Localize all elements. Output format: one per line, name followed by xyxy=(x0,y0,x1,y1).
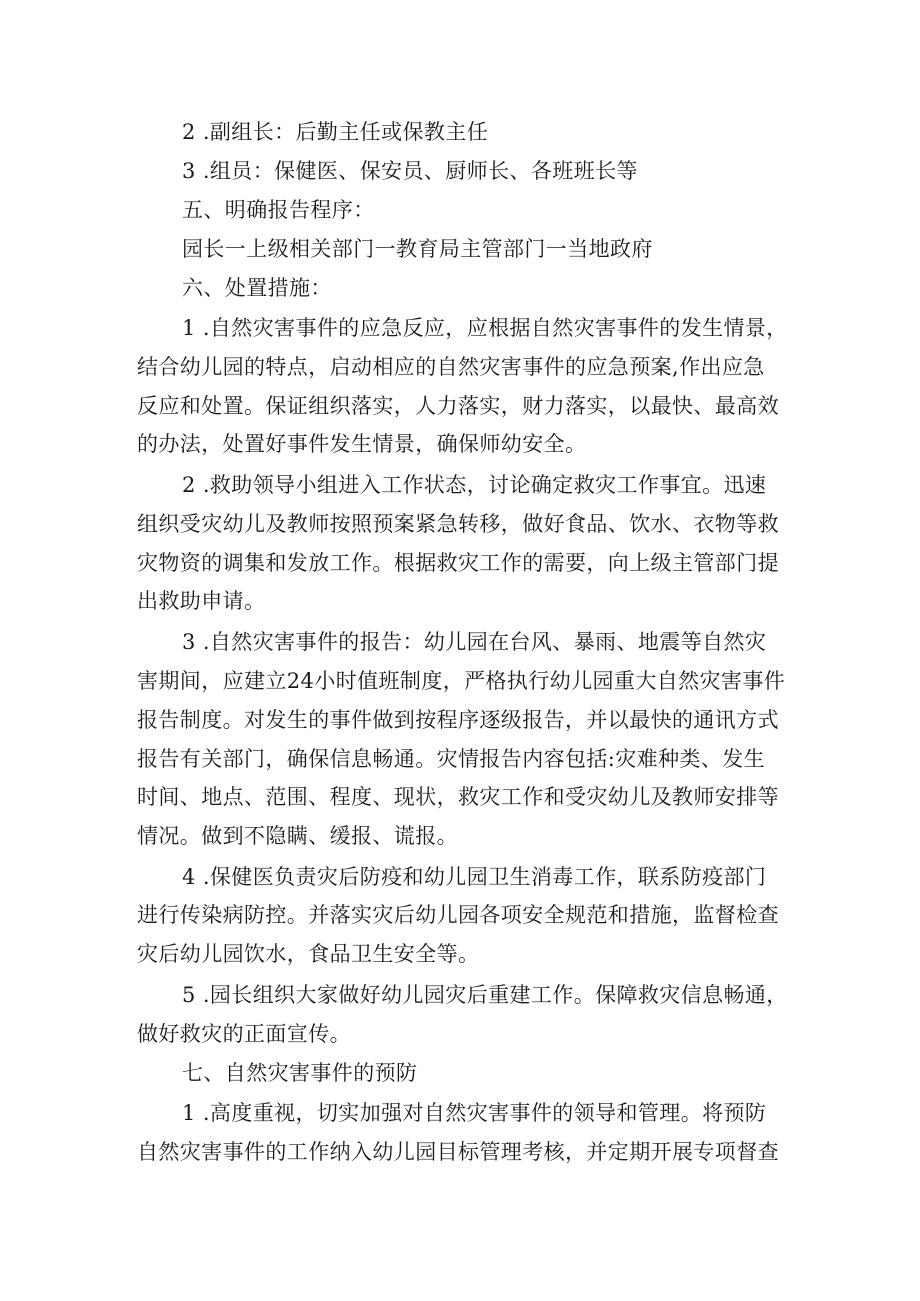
section-heading: 六、处置措施： xyxy=(182,276,332,300)
text-line: 3 .自然灾害事件的报告：幼儿园在台风、暴雨、地震等自然灾 xyxy=(182,630,767,654)
text-line: 2 .救助领导小组进入工作状态，讨论确定救灾工作事宜。迅速 xyxy=(182,473,767,497)
text-line: 3 .组员：保健医、保安员、厨师长、各班班长等 xyxy=(182,159,638,183)
text-line: 1 .高度重视，切实加强对自然灾害事件的领导和管理。将预防 xyxy=(182,1101,767,1125)
text-line: 4 .保健医负责灾后防疫和幼儿园卫生消毒工作，联系防疫部门 xyxy=(182,865,767,889)
section-heading: 七、自然灾害事件的预防 xyxy=(182,1061,418,1085)
text-line: 情况。做到不隐瞒、缓报、谎报。 xyxy=(137,824,458,848)
text-line: 进行传染病防控。并落实灾后幼儿园各项安全规范和措施，监督检查 xyxy=(137,903,779,927)
text-line: 组织受灾幼儿及教师按照预案紧急转移，做好食品、饮水、衣物等救 xyxy=(137,512,779,536)
text-line: 2 .副组长：后勤主任或保教主任 xyxy=(182,120,489,144)
text-line: 5 .园长组织大家做好幼儿园灾后重建工作。保障救灾信息畅通， xyxy=(182,983,788,1007)
text-line: 灾后幼儿园饮水，食品卫生安全等。 xyxy=(137,942,480,966)
text-line: 做好救灾的正面宣传。 xyxy=(137,1022,351,1046)
text-line: 1 .自然灾害事件的应急反应，应根据自然灾害事件的发生情景， xyxy=(182,316,788,340)
text-line: 的办法，处置好事件发生情景，确保师幼安全。 xyxy=(137,432,587,456)
text-line: 出救助申请。 xyxy=(137,589,266,613)
text-line: 园长一上级相关部门一教育局主管部门一当地政府 xyxy=(182,237,653,261)
text-line: 灾物资的调集和发放工作。根据救灾工作的需要，向上级主管部门提 xyxy=(137,551,779,575)
text-line: 报告有关部门，确保信息畅通。灾情报告内容包括:灾难种类、发生 xyxy=(137,747,766,771)
text-line: 害期间，应建立24小时值班制度，严格执行幼儿园重大自然灾害事件 xyxy=(137,669,786,693)
text-line: 结合幼儿园的特点，启动相应的自然灾害事件的应急预案,作出应急 xyxy=(137,355,765,379)
text-line: 自然灾害事件的工作纳入幼儿园目标管理考核，并定期开展专项督查 xyxy=(137,1140,779,1164)
text-line: 时间、地点、范围、程度、现状，救灾工作和受灾幼儿及教师安排等 xyxy=(137,785,779,809)
text-line: 反应和处置。保证组织落实，人力落实，财力落实，以最快、最高效 xyxy=(137,394,779,418)
text-line: 报告制度。对发生的事件做到按程序逐级报告，并以最快的通讯方式 xyxy=(137,708,779,732)
section-heading: 五、明确报告程序： xyxy=(182,198,375,222)
